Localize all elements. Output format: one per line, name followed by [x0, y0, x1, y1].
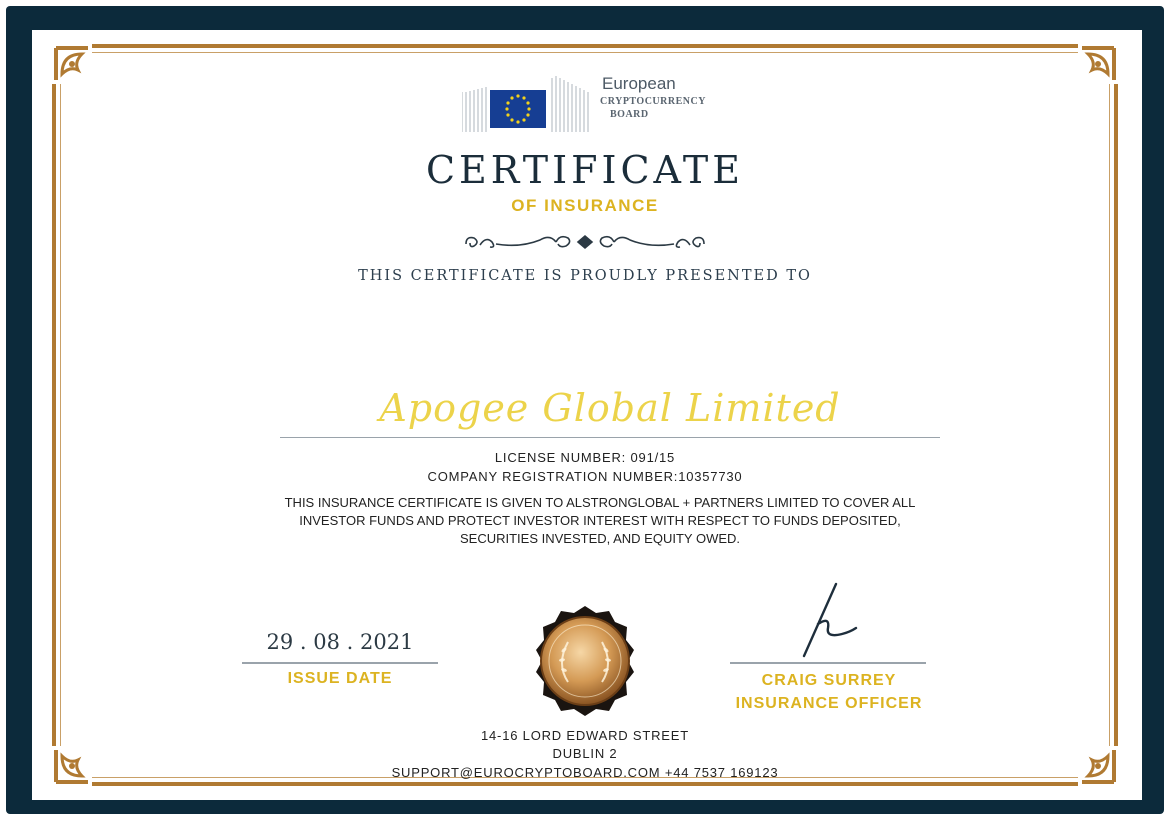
presented-to-text: THIS CERTIFICATE IS PROUDLY PRESENTED TO	[358, 268, 812, 284]
board-logo	[462, 66, 722, 136]
certificate-title: CERTIFICATE	[425, 148, 744, 192]
flourish-divider-icon	[460, 228, 710, 256]
registration-number: COMPANY REGISTRATION NUMBER:10357730	[427, 469, 743, 484]
issue-date-value: 29 . 08 . 2021	[266, 630, 414, 654]
address-line-2: DUBLIN 2	[552, 746, 618, 761]
officer-name: CRAIG SURREY	[761, 672, 897, 689]
address-line-1: 14-16 LORD EDWARD STREET	[481, 728, 689, 743]
ornamental-corner-icon	[1078, 44, 1118, 84]
logo-name: European	[602, 74, 676, 93]
signature-line	[730, 662, 926, 664]
address-contact-line: SUPPORT@EUROCRYPTOBOARD.COM +44 7537 169123	[391, 765, 779, 780]
certificate-subtitle: OF INSURANCE	[511, 196, 659, 215]
issue-date-line	[242, 662, 438, 664]
signature-icon	[790, 582, 870, 662]
eu-flag-building-icon	[462, 74, 602, 132]
license-number: LICENSE NUMBER: 091/15	[494, 450, 676, 465]
gold-laurel-seal-icon	[526, 604, 644, 718]
certificate-body-text: THIS INSURANCE CERTIFICATE IS GIVEN TO ALSTRONGLOBAL + PARTNERS LIMITED TO COVER ALL INVESTOR FUNDS AND PROTECT INVESTOR INTEREST WITH RESPECT TO FUNDS DEPOSITED, SECURITIES INVESTED, AND EQUITY OWED.	[284, 495, 916, 546]
recipient-underline	[280, 437, 940, 438]
logo-subtitle-line1: CRYPTOCURRENCY	[600, 96, 706, 107]
ornamental-corner-icon	[52, 44, 92, 84]
officer-title: INSURANCE OFFICER	[735, 695, 923, 712]
recipient-name: Apogee Global Limited	[379, 386, 841, 430]
issue-date-label: ISSUE DATE	[287, 670, 393, 687]
logo-subtitle-line2: BOARD	[610, 109, 649, 120]
